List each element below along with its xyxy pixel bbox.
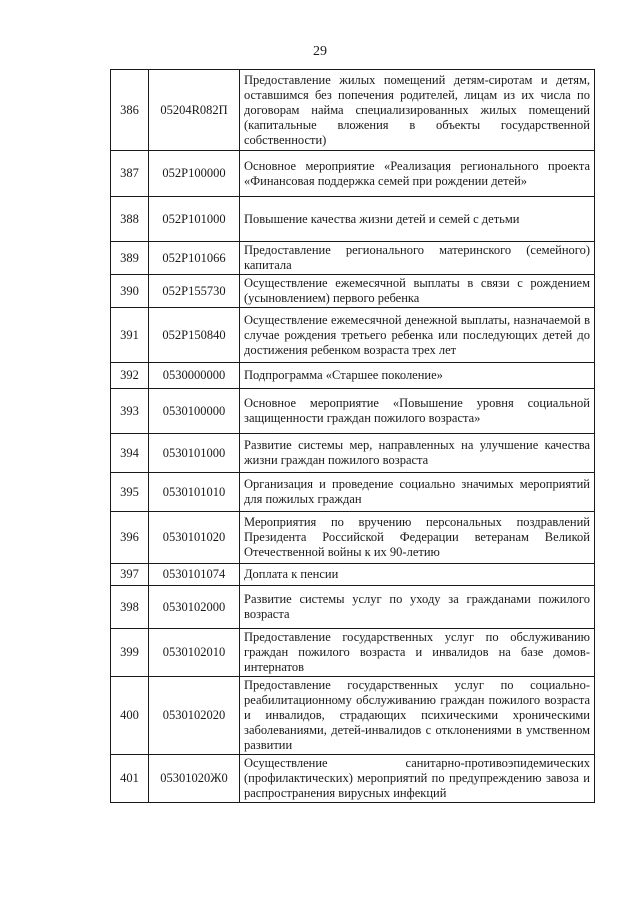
row-code: 052P101000 <box>149 197 240 242</box>
row-number: 389 <box>111 242 149 275</box>
row-code: 052P150840 <box>149 308 240 363</box>
row-description: Предоставление государственных услуг по обслуживанию граждан пожилого возраста и инвалидов на базе домов-интернатов <box>240 629 595 677</box>
row-code: 052P155730 <box>149 275 240 308</box>
row-description: Предоставление жилых помещений детям-сиротам и детям, оставшимся без попечения родителей, лицам из их числа по договорам найма специализированных жилых помещений (капитальные вложения в объекты государственной собственности) <box>240 70 595 151</box>
row-number: 387 <box>111 151 149 197</box>
table-row <box>111 564 595 586</box>
row-number: 396 <box>111 512 149 564</box>
row-number: 400 <box>111 677 149 755</box>
row-description: Осуществление ежемесячной выплаты в связи с рождением (усыновлением) первого ребенка <box>240 275 595 308</box>
row-description: Мероприятия по вручению персональных поздравлений Президента Российской Федерации ветеранам Великой Отечественной войны к их 90-летию <box>240 512 595 564</box>
table-row <box>111 677 595 755</box>
row-description: Основное мероприятие «Реализация регионального проекта «Финансовая поддержка семей при рождении детей» <box>240 151 595 197</box>
table-row <box>111 512 595 564</box>
row-description: Предоставление регионального материнского (семейного) капитала <box>240 242 595 275</box>
row-number: 386 <box>111 70 149 151</box>
row-number: 395 <box>111 473 149 512</box>
row-code: 0530101074 <box>149 564 240 586</box>
table-row <box>111 363 595 389</box>
row-code: 052P100000 <box>149 151 240 197</box>
table-row <box>111 586 595 629</box>
table-row <box>111 434 595 473</box>
row-description: Предоставление государственных услуг по социально-реабилитационному обслуживанию граждан пожилого возраста и инвалидов, страдающих психическими хроническими заболеваниями, детей-инвалидов с отклонениями в умственном развитии <box>240 677 595 755</box>
row-number: 399 <box>111 629 149 677</box>
table-row <box>111 275 595 308</box>
row-number: 397 <box>111 564 149 586</box>
budget-code-table <box>110 69 595 803</box>
table-row <box>111 755 595 803</box>
row-number: 401 <box>111 755 149 803</box>
page-number: 29 <box>313 44 327 59</box>
row-number: 398 <box>111 586 149 629</box>
row-number: 392 <box>111 363 149 389</box>
row-code: 05301020Ж0 <box>149 755 240 803</box>
table-row <box>111 389 595 434</box>
row-code: 0530102020 <box>149 677 240 755</box>
row-number: 388 <box>111 197 149 242</box>
row-code: 0530101010 <box>149 473 240 512</box>
row-code: 0530101020 <box>149 512 240 564</box>
table-row <box>111 151 595 197</box>
row-description: Основное мероприятие «Повышение уровня социальной защищенности граждан пожилого возраста» <box>240 389 595 434</box>
row-description: Осуществление ежемесячной денежной выплаты, назначаемой в случае рождения третьего ребенка или последующих детей до достижения ребенком возраста трех лет <box>240 308 595 363</box>
row-description: Развитие системы мер, направленных на улучшение качества жизни граждан пожилого возраста <box>240 434 595 473</box>
row-code: 0530102010 <box>149 629 240 677</box>
row-code: 052P101066 <box>149 242 240 275</box>
row-code: 0530101000 <box>149 434 240 473</box>
table-row <box>111 70 595 151</box>
table-row <box>111 308 595 363</box>
row-code: 0530102000 <box>149 586 240 629</box>
row-description: Доплата к пенсии <box>240 564 595 586</box>
row-description: Развитие системы услуг по уходу за гражданами пожилого возраста <box>240 586 595 629</box>
table-row <box>111 242 595 275</box>
row-description: Подпрограмма «Старшее поколение» <box>240 363 595 389</box>
row-code: 0530000000 <box>149 363 240 389</box>
row-number: 391 <box>111 308 149 363</box>
row-number: 390 <box>111 275 149 308</box>
row-description: Повышение качества жизни детей и семей с детьми <box>240 197 595 242</box>
row-description: Организация и проведение социально значимых мероприятий для пожилых граждан <box>240 473 595 512</box>
table-row <box>111 629 595 677</box>
row-code: 0530100000 <box>149 389 240 434</box>
row-code: 05204R082П <box>149 70 240 151</box>
table-row <box>111 473 595 512</box>
table-row <box>111 197 595 242</box>
row-description: Осуществление санитарно-противоэпидемических (профилактических) мероприятий по предупреждению завоза и распространения вирусных инфекций <box>240 755 595 803</box>
row-number: 393 <box>111 389 149 434</box>
row-number: 394 <box>111 434 149 473</box>
